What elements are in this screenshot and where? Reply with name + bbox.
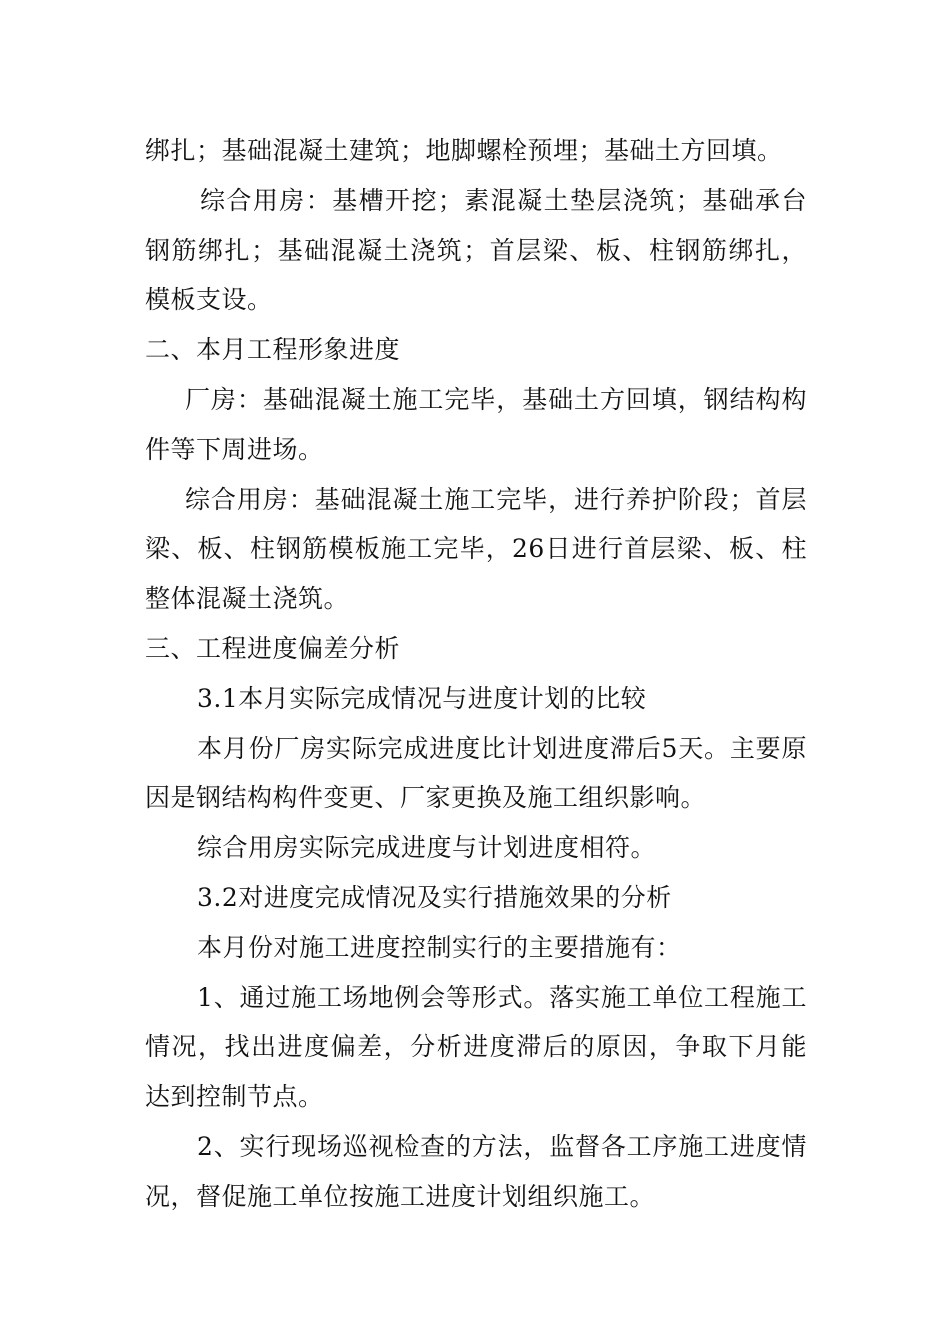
list-item-measure-1: 1、通过施工场地例会等形式。落实施工单位工程施工情况，找出进度偏差，分析进度滞后的原因，争取下月能达到控制节点。 xyxy=(145,982,807,1112)
paragraph-composite-building-work: 综合用房：基槽开挖；素混凝土垫层浇筑；基础承台钢筋绑扎；基础混凝土浇筑；首层梁、板、柱钢筋绑扎，模板支设。 xyxy=(145,185,807,315)
subsection-heading-3-1: 3.1本月实际完成情况与进度计划的比较 xyxy=(197,683,647,713)
paragraph-factory-delay: 本月份厂房实际完成进度比计划进度滞后5天。主要原因是钢结构构件变更、厂家更换及施工组织影响。 xyxy=(145,733,807,813)
paragraph-continuation: 绑扎；基础混凝土建筑；地脚螺栓预埋；基础土方回填。 xyxy=(145,136,783,165)
list-item-measure-2: 2、实行现场巡视检查的方法，监督各工序施工进度情况，督促施工单位按施工进度计划组织施工。 xyxy=(145,1131,807,1211)
section-heading-progress: 二、本月工程形象进度 xyxy=(145,335,401,365)
paragraph-composite-building-progress: 综合用房：基础混凝土施工完毕，进行养护阶段；首层梁、板、柱钢筋模板施工完毕，26日进行首层梁、板、柱整体混凝土浇筑。 xyxy=(145,484,807,614)
section-heading-deviation: 三、工程进度偏差分析 xyxy=(145,633,401,663)
paragraph-factory-progress: 厂房：基础混凝土施工完毕，基础土方回填，钢结构构件等下周进场。 xyxy=(145,384,807,464)
paragraph-composite-on-schedule: 综合用房实际完成进度与计划进度相符。 xyxy=(197,833,657,863)
paragraph-measures-intro: 本月份对施工进度控制实行的主要措施有： xyxy=(197,932,682,962)
document-body xyxy=(145,126,807,1222)
subsection-heading-3-2: 3.2对进度完成情况及实行措施效果的分析 xyxy=(197,882,672,912)
